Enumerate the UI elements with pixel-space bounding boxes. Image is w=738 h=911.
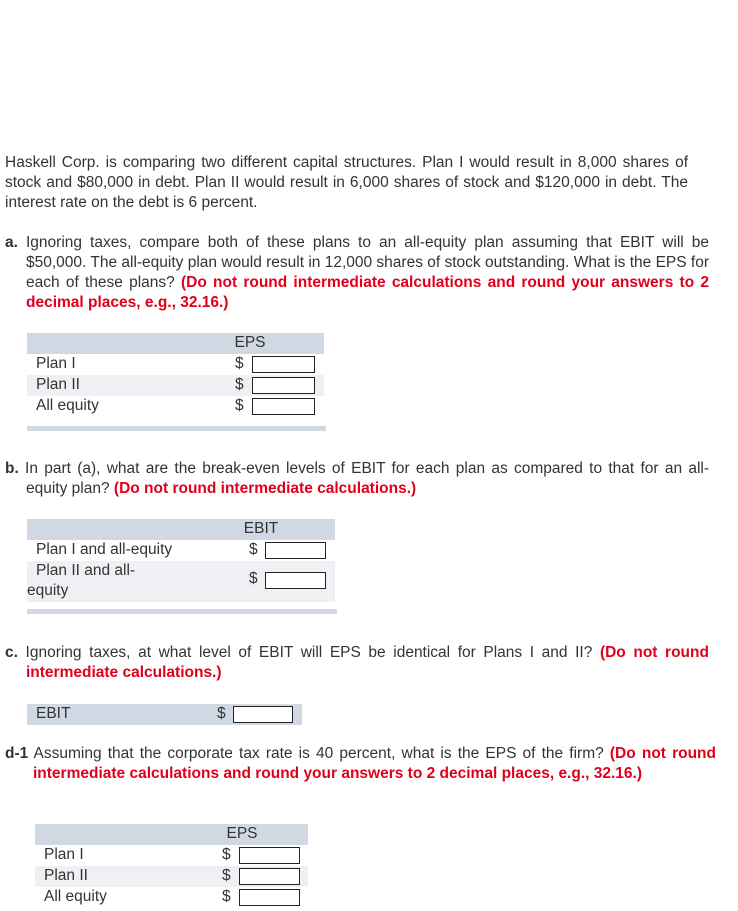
taxed-plan-2-eps-input[interactable] bbox=[239, 868, 300, 885]
row-label: Plan I bbox=[36, 355, 76, 372]
part-c-text: Ignoring taxes, at what level of EBIT will EPS be identical for Plans I and II? bbox=[25, 644, 593, 661]
dollar-sign: $ bbox=[222, 888, 231, 905]
header-eps: EPS bbox=[226, 825, 258, 842]
table-row bbox=[27, 354, 324, 375]
part-c-label: c. bbox=[5, 644, 18, 661]
part-d1-note: (Do not round intermediate calculations and round your answers to 2 decimal places, e.g., 32.16.) bbox=[33, 745, 716, 782]
table-row bbox=[27, 375, 324, 396]
row-label: EBIT bbox=[36, 705, 71, 722]
table-header bbox=[27, 333, 324, 354]
table-footer bbox=[27, 426, 326, 431]
part-b-question bbox=[5, 459, 709, 499]
part-c-question bbox=[5, 643, 709, 683]
part-c-note: (Do not round intermediate calculations.) bbox=[26, 644, 709, 681]
table-row bbox=[27, 396, 324, 417]
row-label: Plan II bbox=[44, 867, 88, 884]
plan-2-eps-input[interactable] bbox=[252, 377, 315, 394]
part-d1-question bbox=[5, 744, 716, 784]
table-header bbox=[35, 824, 308, 845]
part-a-eps-table bbox=[27, 333, 326, 433]
dollar-sign: $ bbox=[235, 397, 244, 414]
table-row bbox=[27, 540, 335, 561]
part-b-note: (Do not round intermediate calculations.) bbox=[113, 480, 417, 497]
row-label: Plan II bbox=[36, 376, 80, 393]
row-label: All equity bbox=[44, 888, 107, 905]
row-label-line1: Plan II and all- bbox=[36, 562, 136, 579]
table-header bbox=[27, 519, 335, 540]
dollar-sign: $ bbox=[249, 541, 258, 558]
part-c-ebit-table bbox=[27, 704, 302, 725]
row-label: Plan I bbox=[44, 846, 84, 863]
header-eps: EPS bbox=[234, 334, 266, 351]
plan-1-breakeven-input[interactable] bbox=[265, 542, 326, 559]
row-label: Plan I and all-equity bbox=[36, 541, 173, 558]
part-d1-eps-table bbox=[35, 824, 310, 911]
part-a-note: (Do not round intermediate calculations and round your answers to 2 decimal places, e.g., 32.16.) bbox=[26, 274, 709, 311]
dollar-sign: $ bbox=[222, 846, 231, 863]
plan-2-breakeven-input[interactable] bbox=[265, 572, 326, 589]
table-row bbox=[27, 561, 335, 602]
part-d1-text: Assuming that the corporate tax rate is 40 percent, what is the EPS of the firm? bbox=[33, 745, 604, 762]
part-a-text: Ignoring taxes, compare both of these plans to an all-equity plan assuming that EBIT will be $50,000. The all-equity plan would result in 12,000 shares of stock outstanding. What is the EPS for each of these plans? bbox=[25, 234, 709, 291]
dollar-sign: $ bbox=[235, 355, 244, 372]
dollar-sign: $ bbox=[217, 705, 226, 722]
row-label: All equity bbox=[36, 397, 99, 414]
row-label-line2: equity bbox=[27, 582, 69, 599]
table-footer bbox=[27, 609, 337, 614]
taxed-all-equity-eps-input[interactable] bbox=[239, 889, 300, 906]
table-row bbox=[35, 845, 308, 866]
header-ebit: EBIT bbox=[243, 520, 279, 537]
dollar-sign: $ bbox=[235, 376, 244, 393]
taxed-plan-1-eps-input[interactable] bbox=[239, 847, 300, 864]
indifference-ebit-input[interactable] bbox=[233, 706, 293, 723]
part-d1-label: d-1 bbox=[5, 745, 29, 762]
table-row bbox=[35, 887, 308, 908]
plan-1-eps-input[interactable] bbox=[252, 356, 315, 373]
part-b-ebit-table bbox=[27, 519, 337, 615]
part-b-text: In part (a), what are the break-even levels of EBIT for each plan as compared to that for an all-equity plan? bbox=[25, 460, 709, 497]
table-row bbox=[35, 866, 308, 887]
all-equity-eps-input[interactable] bbox=[252, 398, 315, 415]
part-b-label: b. bbox=[5, 460, 19, 477]
part-a-question bbox=[5, 233, 709, 313]
dollar-sign: $ bbox=[249, 570, 258, 587]
intro-text: Haskell Corp. is comparing two different capital structures. Plan I would result in 8,000 shares of stock and $80,000 in debt. Plan II would result in 6,000 shares of stock and $120,000 in debt. The interest rate on the debt is 6 percent. bbox=[5, 154, 688, 211]
part-a-label: a. bbox=[5, 234, 18, 251]
dollar-sign: $ bbox=[222, 867, 231, 884]
